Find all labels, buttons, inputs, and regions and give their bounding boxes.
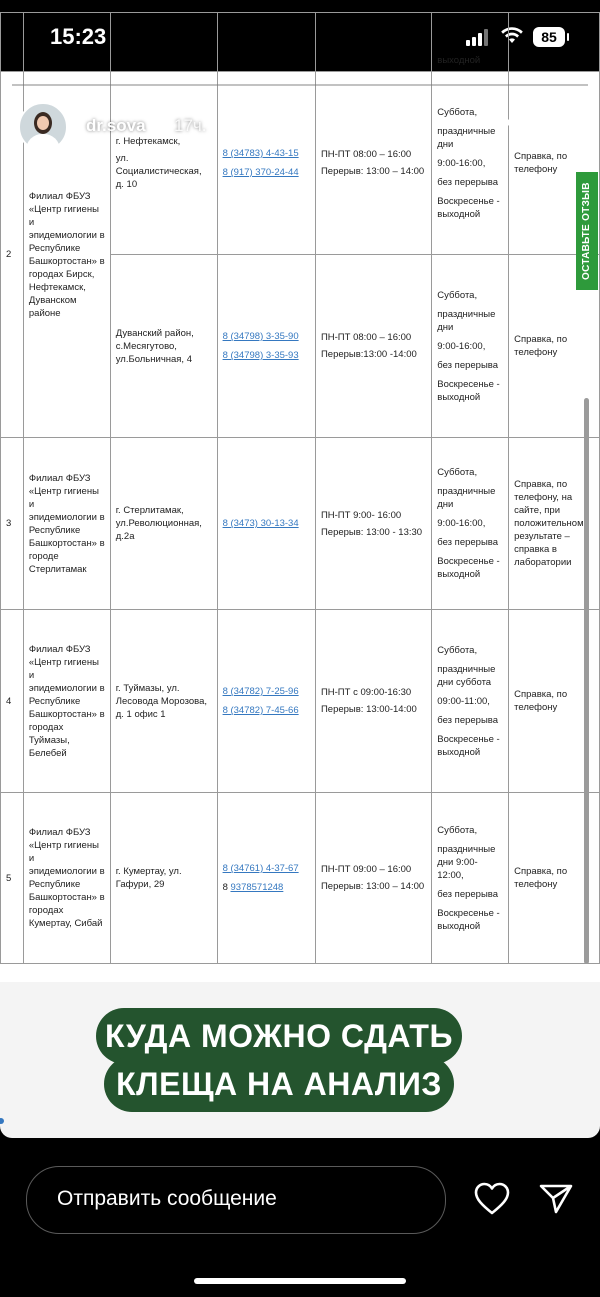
story-caption [96,1008,462,1122]
post-time: 17ч. [174,116,207,135]
branch-name: Филиал ФБУЗ «Центр гигиены и эпидемиологии в Республике Башкортостан» в городе Стерлитамак [23,438,110,610]
message-input[interactable] [26,1166,446,1234]
hours-line: Перерыв: 13:00 - 13:30 [320,526,423,538]
branch-name: Филиал ФБУЗ «Центр гигиены и эпидемиологии в Республике Башкортостан» в городах Кумертау, Сибай [23,793,110,964]
weekend-line: праздничные дни [437,308,496,333]
note-cell: Справка, по телефону [509,255,600,438]
more-icon[interactable]: ••• [496,110,523,135]
table-row [1,610,600,793]
row-number: 4 [1,610,24,793]
weekend-line: без перерыва [437,537,498,548]
hours-line: ПН-ПТ 9:00- 16:00 [320,509,402,521]
hours-line: ПН-ПТ 09:00 – 16:00 [320,864,412,875]
weekend-line: без перерыва [437,714,498,726]
phone-link[interactable]: 9378571248 [230,882,284,893]
weekend-line: без перерыва [437,359,498,371]
weekend-line: Суббота, [437,106,478,118]
phone-link[interactable]: 8 (34782) 7-25-96 [222,686,299,697]
table-cell: выходной [437,55,481,66]
branch-name: Филиал ФБУЗ «Центр гигиены и эпидемиологии в Республике Башкортостан» в городах Бирск, Нефтекамск, Дуванском районе [23,72,110,438]
hours-line: Перерыв: 13:00-14:00 [320,704,417,715]
weekend-line: Воскресенье - выходной [437,556,500,580]
address-line: ул. Социалистическая, д. 10 [115,153,202,190]
phone-prefix: 8 [222,882,228,893]
avatar[interactable] [18,102,68,152]
hours-line: Перерыв:13:00 -14:00 [320,349,417,360]
weekend-line: праздничные дни [437,486,496,510]
document-screenshot [0,55,600,982]
weekend-line: без перерыва [437,176,498,188]
laboratories-table [0,12,600,964]
status-time: 15:23 [50,24,107,49]
row-number: 3 [1,438,24,610]
scrollbar [584,398,589,964]
feedback-tab[interactable]: ОСТАВЬТЕ ОТЗЫВ [576,172,598,290]
address-line: Дуванский район, с.Месягутово, ул.Больничная, 4 [110,255,217,438]
phone-link[interactable]: 8 (34761) 4-37-67 [222,863,299,874]
weekend-line: 9:00-16:00, [437,157,486,169]
weekend-line: 9:00-16:00, [437,518,486,529]
note-cell: Справка, по телефону, на сайте, при положительном результате – справка в лаборатории [509,438,600,610]
weekend-line: праздничные дни суббота [437,663,496,688]
weekend-line: 09:00-11:00, [437,695,490,707]
heart-icon[interactable] [474,1182,510,1216]
message-placeholder: Отправить сообщение [57,1187,277,1210]
phone-link[interactable]: 8 (34783) 4-43-15 [222,148,299,159]
username[interactable]: dr.sova [86,116,146,135]
phone-link[interactable]: 8 (917) 370-24-44 [222,167,299,178]
hours-line: Перерыв: 13:00 – 14:00 [320,166,425,177]
weekend-line: Суббота, [437,467,478,478]
table-row [1,793,600,964]
table-row [1,13,600,72]
caption-line: КУДА МОЖНО СДАТЬ [96,1008,462,1064]
weekend-line: без перерыва [437,888,498,900]
hours-line: ПН-ПТ с 09:00-16:30 [320,687,412,698]
story-viewer[interactable] [0,55,600,1138]
hours-line: Перерыв: 13:00 – 14:00 [320,881,425,892]
weekend-line: Суббота, [437,289,478,301]
caption-line: КЛЕЩА НА АНАЛИЗ [104,1056,454,1112]
address-line: г. Туймазы, ул. Лесовода Морозова, д. 1 офис 1 [110,610,217,793]
weekend-line: Воскресенье - выходной [437,195,500,220]
phone-link[interactable]: 8 (34798) 3-35-90 [222,331,299,342]
battery-indicator: 85 [533,27,565,47]
weekend-line: праздничные дни 9:00-12:00, [437,843,496,881]
weekend-line: 9:00-16:00, [437,340,486,352]
send-icon[interactable] [538,1182,574,1216]
indicator-dot [0,1118,4,1124]
address-line: г. Стерлитамак, ул.Революционная, д.2а [110,438,217,610]
story-header [18,102,588,152]
note-cell: Справка, по телефону [509,72,600,255]
phone-link[interactable]: 8 (3473) 30-13-34 [222,518,299,529]
weekend-line: Воскресенье - выходной [437,733,500,758]
story-progress-bar [12,84,588,86]
branch-name: Филиал ФБУЗ «Центр гигиены и эпидемиологии в Республике Башкортостан» в городах Туймазы, Белебей [23,610,110,793]
weekend-line: праздничные дни [437,125,496,150]
close-icon[interactable] [552,106,586,140]
weekend-line: Суббота, [437,644,478,656]
address-line: г. Кумертау, ул. Гафури, 29 [110,793,217,964]
row-number: 2 [1,72,24,438]
hours-line: ПН-ПТ 08:00 – 16:00 [320,332,412,343]
phone-link[interactable]: 8 (34782) 7-45-66 [222,705,299,716]
note-cell: Справка, по телефону [509,610,600,793]
table-row [1,72,600,255]
hours-line: ПН-ПТ 08:00 – 16:00 [320,149,412,160]
note-cell: Справка, по телефону [509,793,600,964]
weekend-line: Воскресенье - выходной [437,907,500,932]
address-line: г. Нефтекамск, [115,136,181,147]
phone-link[interactable]: 8 (34798) 3-35-93 [222,350,299,361]
table-row [1,438,600,610]
weekend-line: Суббота, [437,824,478,836]
row-number: 5 [1,793,24,964]
home-indicator[interactable] [194,1278,406,1284]
weekend-line: Воскресенье - выходной [437,378,500,403]
